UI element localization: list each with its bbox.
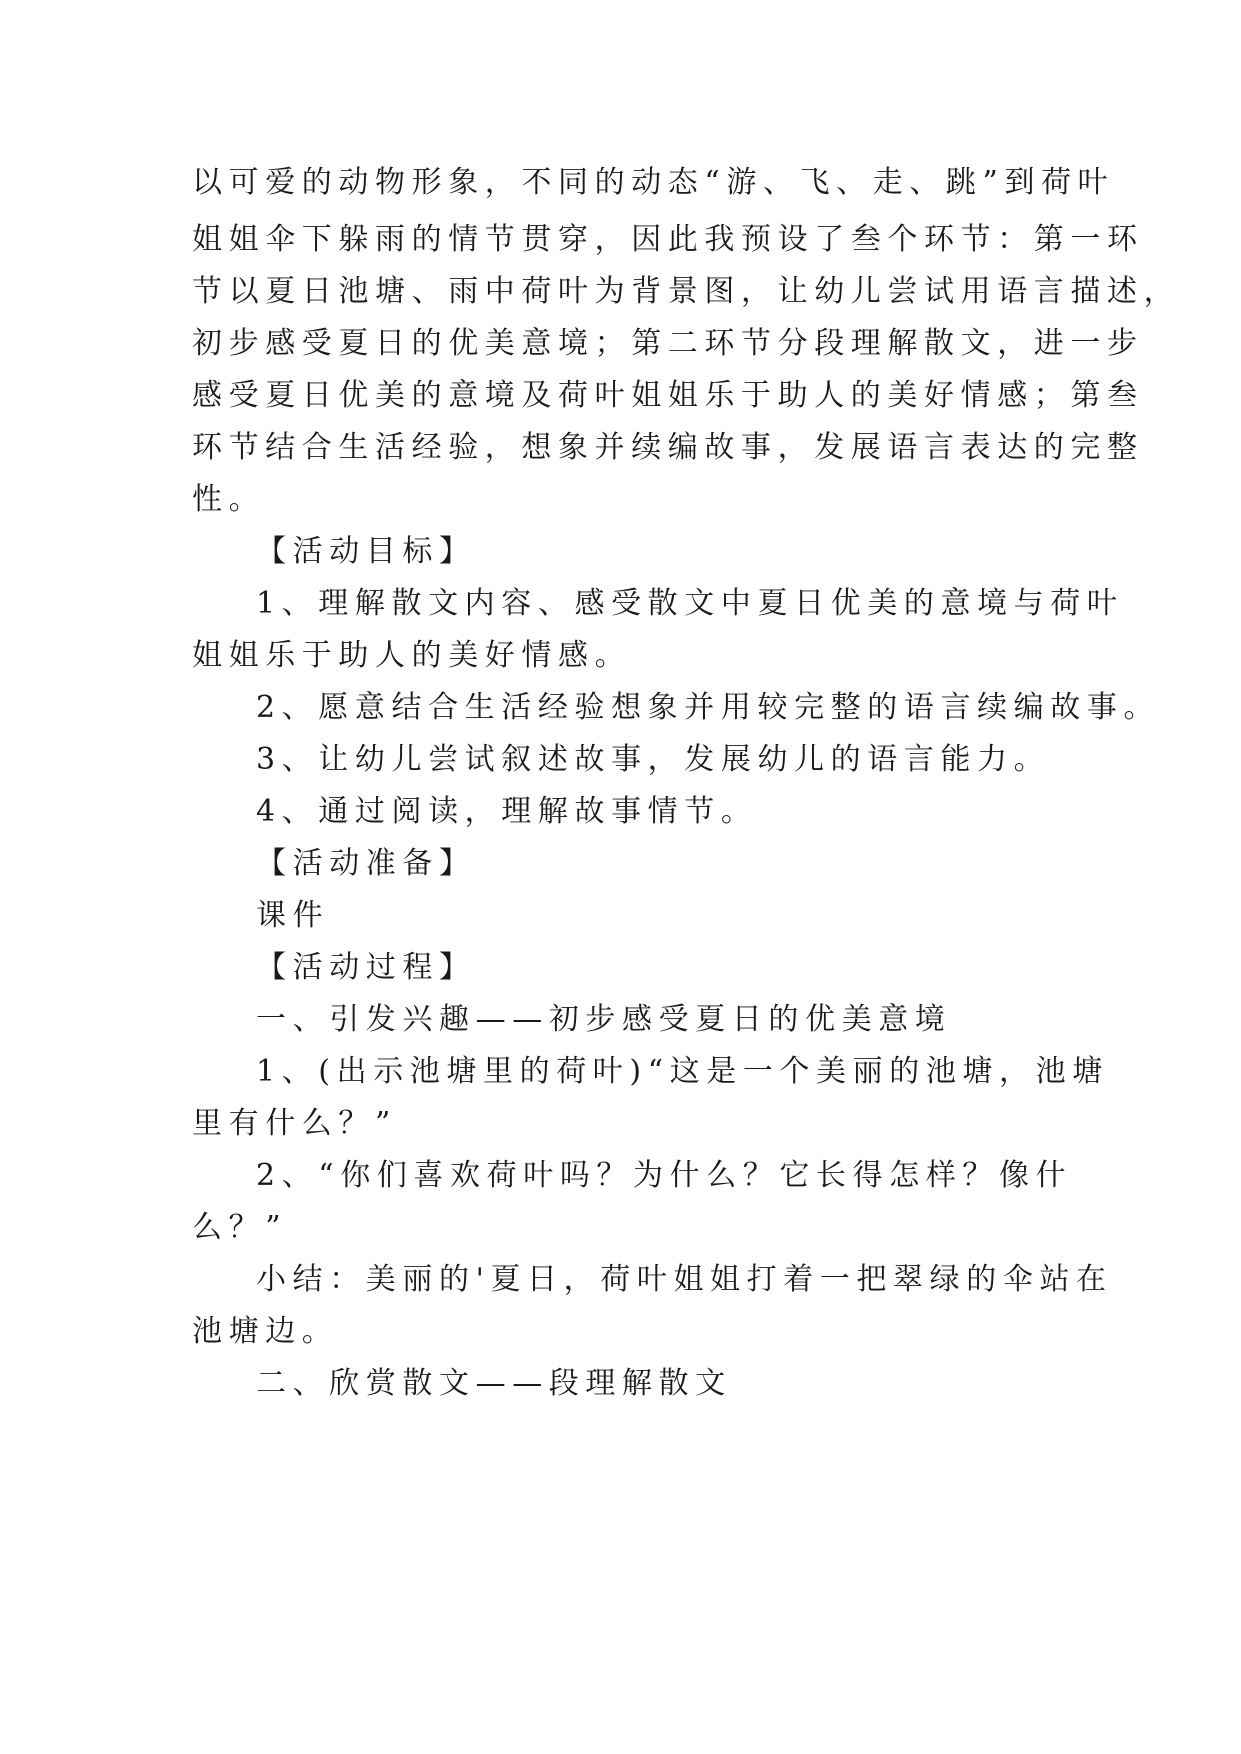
list-item: 3、让幼儿尝试叙述故事，发展幼儿的语言能力。 — [256, 742, 1051, 777]
body-text-line: 以可爱的动物形象，不同的动态“游、飞、走、跳”到荷叶 — [192, 165, 1115, 200]
subsection-heading: 二、欣赏散文——段理解散文 — [256, 1366, 732, 1401]
summary-continuation: 池塘边。 — [192, 1314, 339, 1349]
section-heading-process: 【活动过程】 — [256, 950, 476, 985]
summary-line: 小结：美丽的'夏日，荷叶姐姐打着一把翠绿的伞站在 — [256, 1262, 1113, 1297]
body-text-line: 初步感受夏日的优美意境；第二环节分段理解散文，进一步 — [192, 326, 1144, 361]
body-text-line: 环节结合生活经验，想象并续编故事，发展语言表达的完整 — [192, 430, 1144, 465]
list-item: 4、通过阅读，理解故事情节。 — [256, 794, 758, 829]
section-heading-preparation: 【活动准备】 — [256, 846, 476, 881]
section-heading-goals: 【活动目标】 — [256, 534, 476, 569]
list-item: 1、理解散文内容、感受散文中夏日优美的意境与荷叶 — [256, 586, 1124, 621]
list-item-continuation: 里有什么？” — [192, 1106, 397, 1141]
list-item: 2、“你们喜欢荷叶吗？为什么？它长得怎样？像什 — [256, 1158, 1073, 1193]
body-text-line: 节以夏日池塘、雨中荷叶为背景图，让幼儿尝试用语言描述， — [192, 274, 1181, 309]
body-text-line: 感受夏日优美的意境及荷叶姐姐乐于助人的美好情感；第叁 — [192, 378, 1144, 413]
body-text-line: 性。 — [192, 482, 266, 517]
list-item: 1、(出示池塘里的荷叶)“这是一个美丽的池塘，池塘 — [256, 1054, 1109, 1089]
body-text-line: 姐姐伞下躲雨的情节贯穿，因此我预设了叁个环节：第一环 — [192, 222, 1144, 257]
list-item: 2、愿意结合生活经验想象并用较完整的语言续编故事。 — [256, 690, 1161, 725]
list-item-continuation: 么？” — [192, 1210, 288, 1245]
body-text-line: 课件 — [256, 898, 330, 933]
list-item-continuation: 姐姐乐于助人的美好情感。 — [192, 638, 632, 673]
subsection-heading: 一、引发兴趣——初步感受夏日的优美意境 — [256, 1002, 952, 1037]
